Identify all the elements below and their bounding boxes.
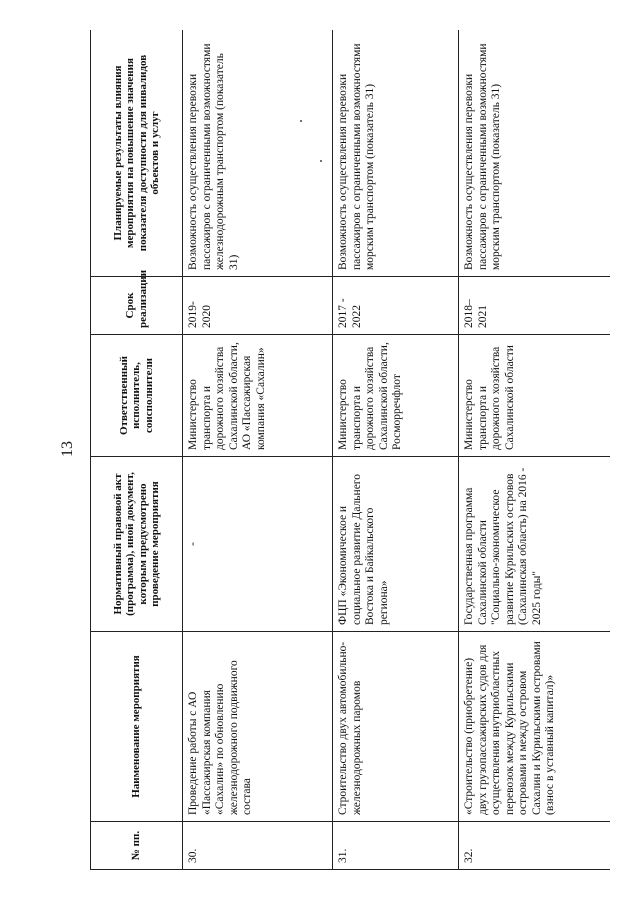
measures-table <box>90 30 610 870</box>
measure-name-cell: Проведение работы с АО «Пассажирская компания «Сахалин» по обновлению железнодорожного подвижного состава <box>183 632 333 822</box>
term-cell: 2019-2020 <box>183 277 333 335</box>
header-executor: Ответственный исполнитель, соисполнители <box>91 335 183 457</box>
measure-name-cell: Строительство двух автомобильно-железнодорожных паромов <box>333 632 459 822</box>
rotated-table-viewport <box>90 30 610 870</box>
header-result: Планируемые результаты влияния мероприятия на повышение значения показателя доступности для инвалидов объектов и услуг <box>91 30 183 277</box>
executor-cell: Министерство транспорта и дорожного хозяйства Сахалинской области, АО «Пассажирская компания «Сахалин» <box>183 335 333 457</box>
legal-act-cell: Государственная программа Сахалинской области "Социально-экономическое развитие Курильских островов (Сахалинская область) на 2016 - 2025 годы" <box>459 457 611 632</box>
rotated-table-frame <box>90 30 610 870</box>
header-legal-act: Нормативный правовой акт (программа), иной документ, которым предусмотрено проведение мероприятия <box>91 457 183 632</box>
legal-act-cell: - <box>183 457 333 632</box>
row-number: 30. <box>183 822 333 870</box>
header-number: № пп. <box>91 822 183 870</box>
result-cell: Возможность осуществления перевозки пассажиров с ограниченными возможностями морским транспортом (показатель 31) <box>333 30 459 277</box>
page-number: 13 <box>59 441 76 457</box>
row-number: 31. <box>333 822 459 870</box>
term-cell: 2017 - 2022 <box>333 277 459 335</box>
header-measure-name: Наименование мероприятия <box>91 632 183 822</box>
table-header-row <box>91 30 183 870</box>
result-cell: Возможность осуществления перевозки пассажиров с ограниченными возможностями морским транспортом (показатель 31) <box>459 30 611 277</box>
legal-act-cell: ФЦП «Экономическое и социальное развитие Дальнего Востока и Байкальского региона» <box>333 457 459 632</box>
table-row <box>333 30 459 870</box>
row-number: 32. <box>459 822 611 870</box>
table-row <box>459 30 611 870</box>
executor-cell: Министерство транспорта и дорожного хозяйства Сахалинской области <box>459 335 611 457</box>
term-cell: 2018–2021 <box>459 277 611 335</box>
header-term: Срок реализации <box>91 277 183 335</box>
measure-name-cell: «Строительство (приобретение) двух грузопассажирских судов для осуществления внутриобластных перевозок между Курильскими островами и между островом Сахалин и Курильскими островами (взнос в уставный капитал)» <box>459 632 611 822</box>
table-row <box>183 30 333 870</box>
result-cell: Возможность осуществления перевозки пассажиров с ограниченными возможностями железнодорожным транспортом (показатель 31) <box>183 30 333 277</box>
executor-cell: Министерство транспорта и дорожного хозяйства Сахалинской области, Росморречфлот <box>333 335 459 457</box>
